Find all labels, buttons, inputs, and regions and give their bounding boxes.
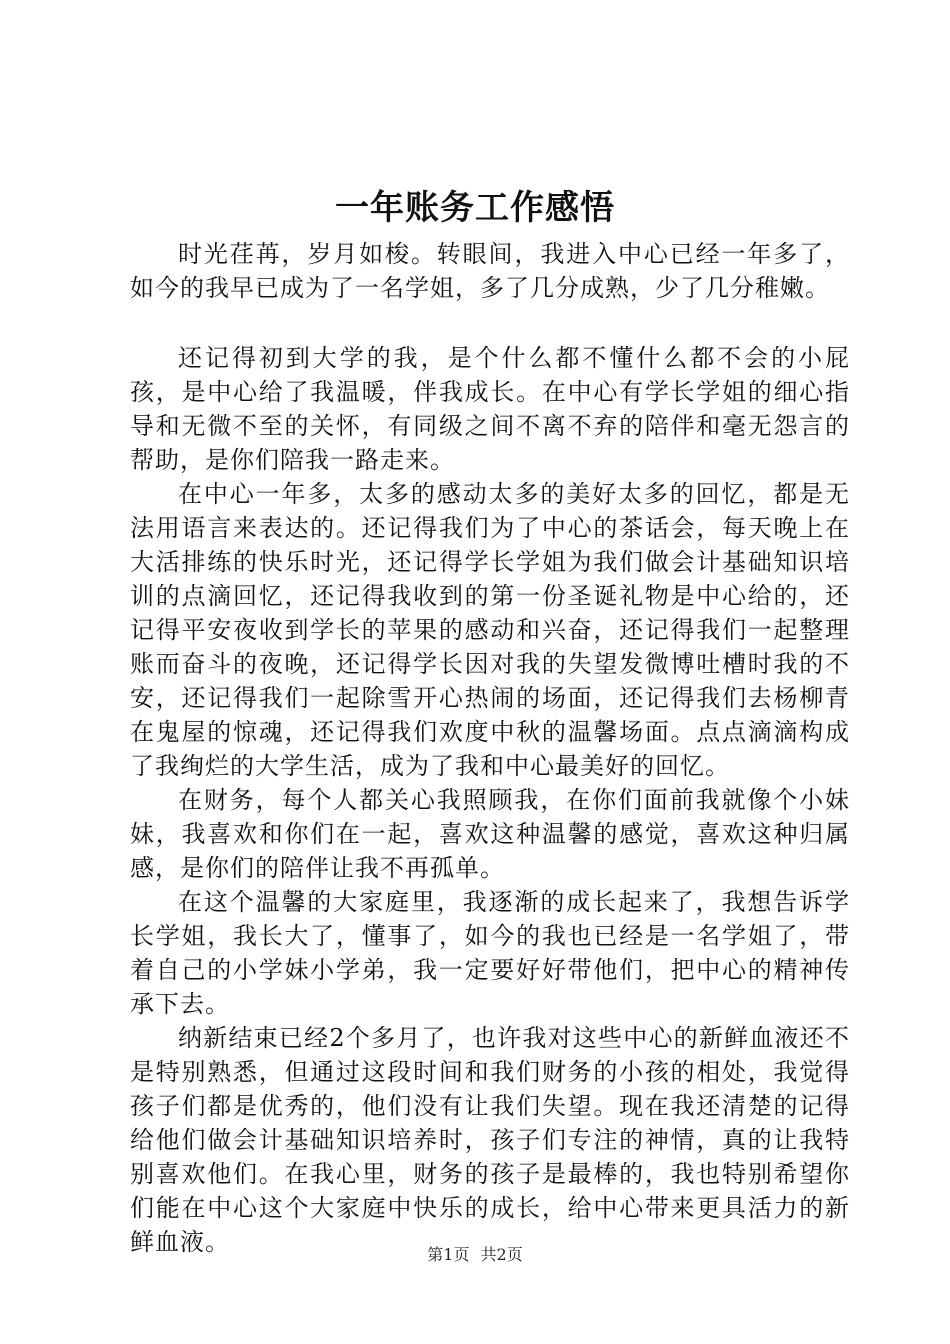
- document-title: 一年账务工作感悟: [335, 188, 615, 228]
- paragraph: 还记得初到大学的我，是个什么都不懂什么都不会的小屁孩，是中心给了我温暖，伴我成长。在中心有学长学姐的细心指导和无微不至的关怀，有同级之间不离不弃的陪伴和毫无怨言的帮助，是你们陪我一路走来。: [130, 344, 850, 474]
- paragraph: 在这个温馨的大家庭里，我逐渐的成长起来了，我想告诉学长学姐，我长大了，懂事了，如今的我也已经是一名学姐了，带着自己的小学妹小学弟，我一定要好好带他们，把中心的精神传承下去。: [130, 888, 850, 1018]
- paragraph: 在中心一年多，太多的感动太多的美好太多的回忆，都是无法用语言来表达的。还记得我们为了中心的茶话会，每天晚上在大活排练的快乐时光，还记得学长学姐为我们做会计基础知识培训的点滴回忆，还记得我收到的第一份圣诞礼物是中心给的，还记得平安夜收到学长的苹果的感动和兴奋，还记得我们一起整理账而奋斗的夜晚，还记得学长因对我的失望发微博吐槽时我的不安，还记得我们一起除雪开心热闹的场面，还记得我们去杨柳青在鬼屋的惊魂，还记得我们欢度中秋的温馨场面。点点滴滴构成了我绚烂的大学生活，成为了我和中心最美好的回忆。: [130, 480, 850, 780]
- paragraph: 在财务，每个人都关心我照顾我，在你们面前我就像个小妹妹，我喜欢和你们在一起，喜欢这种温馨的感觉，喜欢这种归属感，是你们的陪伴让我不再孤单。: [130, 786, 850, 882]
- paragraph: 时光荏苒，岁月如梭。转眼间，我进入中心已经一年多了，如今的我早已成为了一名学姐，多了几分成熟，少了几分稚嫩。: [130, 240, 850, 302]
- page-footer: [0, 1245, 950, 1265]
- page-number-total: 共2页: [480, 1245, 523, 1264]
- page-number-current: 第1页: [427, 1245, 470, 1264]
- paragraph: 纳新结束已经2个多月了，也许我对这些中心的新鲜血液还不是特别熟悉，但通过这段时间和我们财务的小孩的相处，我觉得孩子们都是优秀的，他们没有让我们失望。现在我还清楚的记得给他们做会计基础知识培养时，孩子们专注的神情，真的让我特别喜欢他们。在我心里，财务的孩子是最棒的，我也特别希望你们能在中心这个大家庭中快乐的成长，给中心带来更具活力的新鲜血液。: [130, 1024, 850, 1256]
- document-body: [130, 237, 850, 1259]
